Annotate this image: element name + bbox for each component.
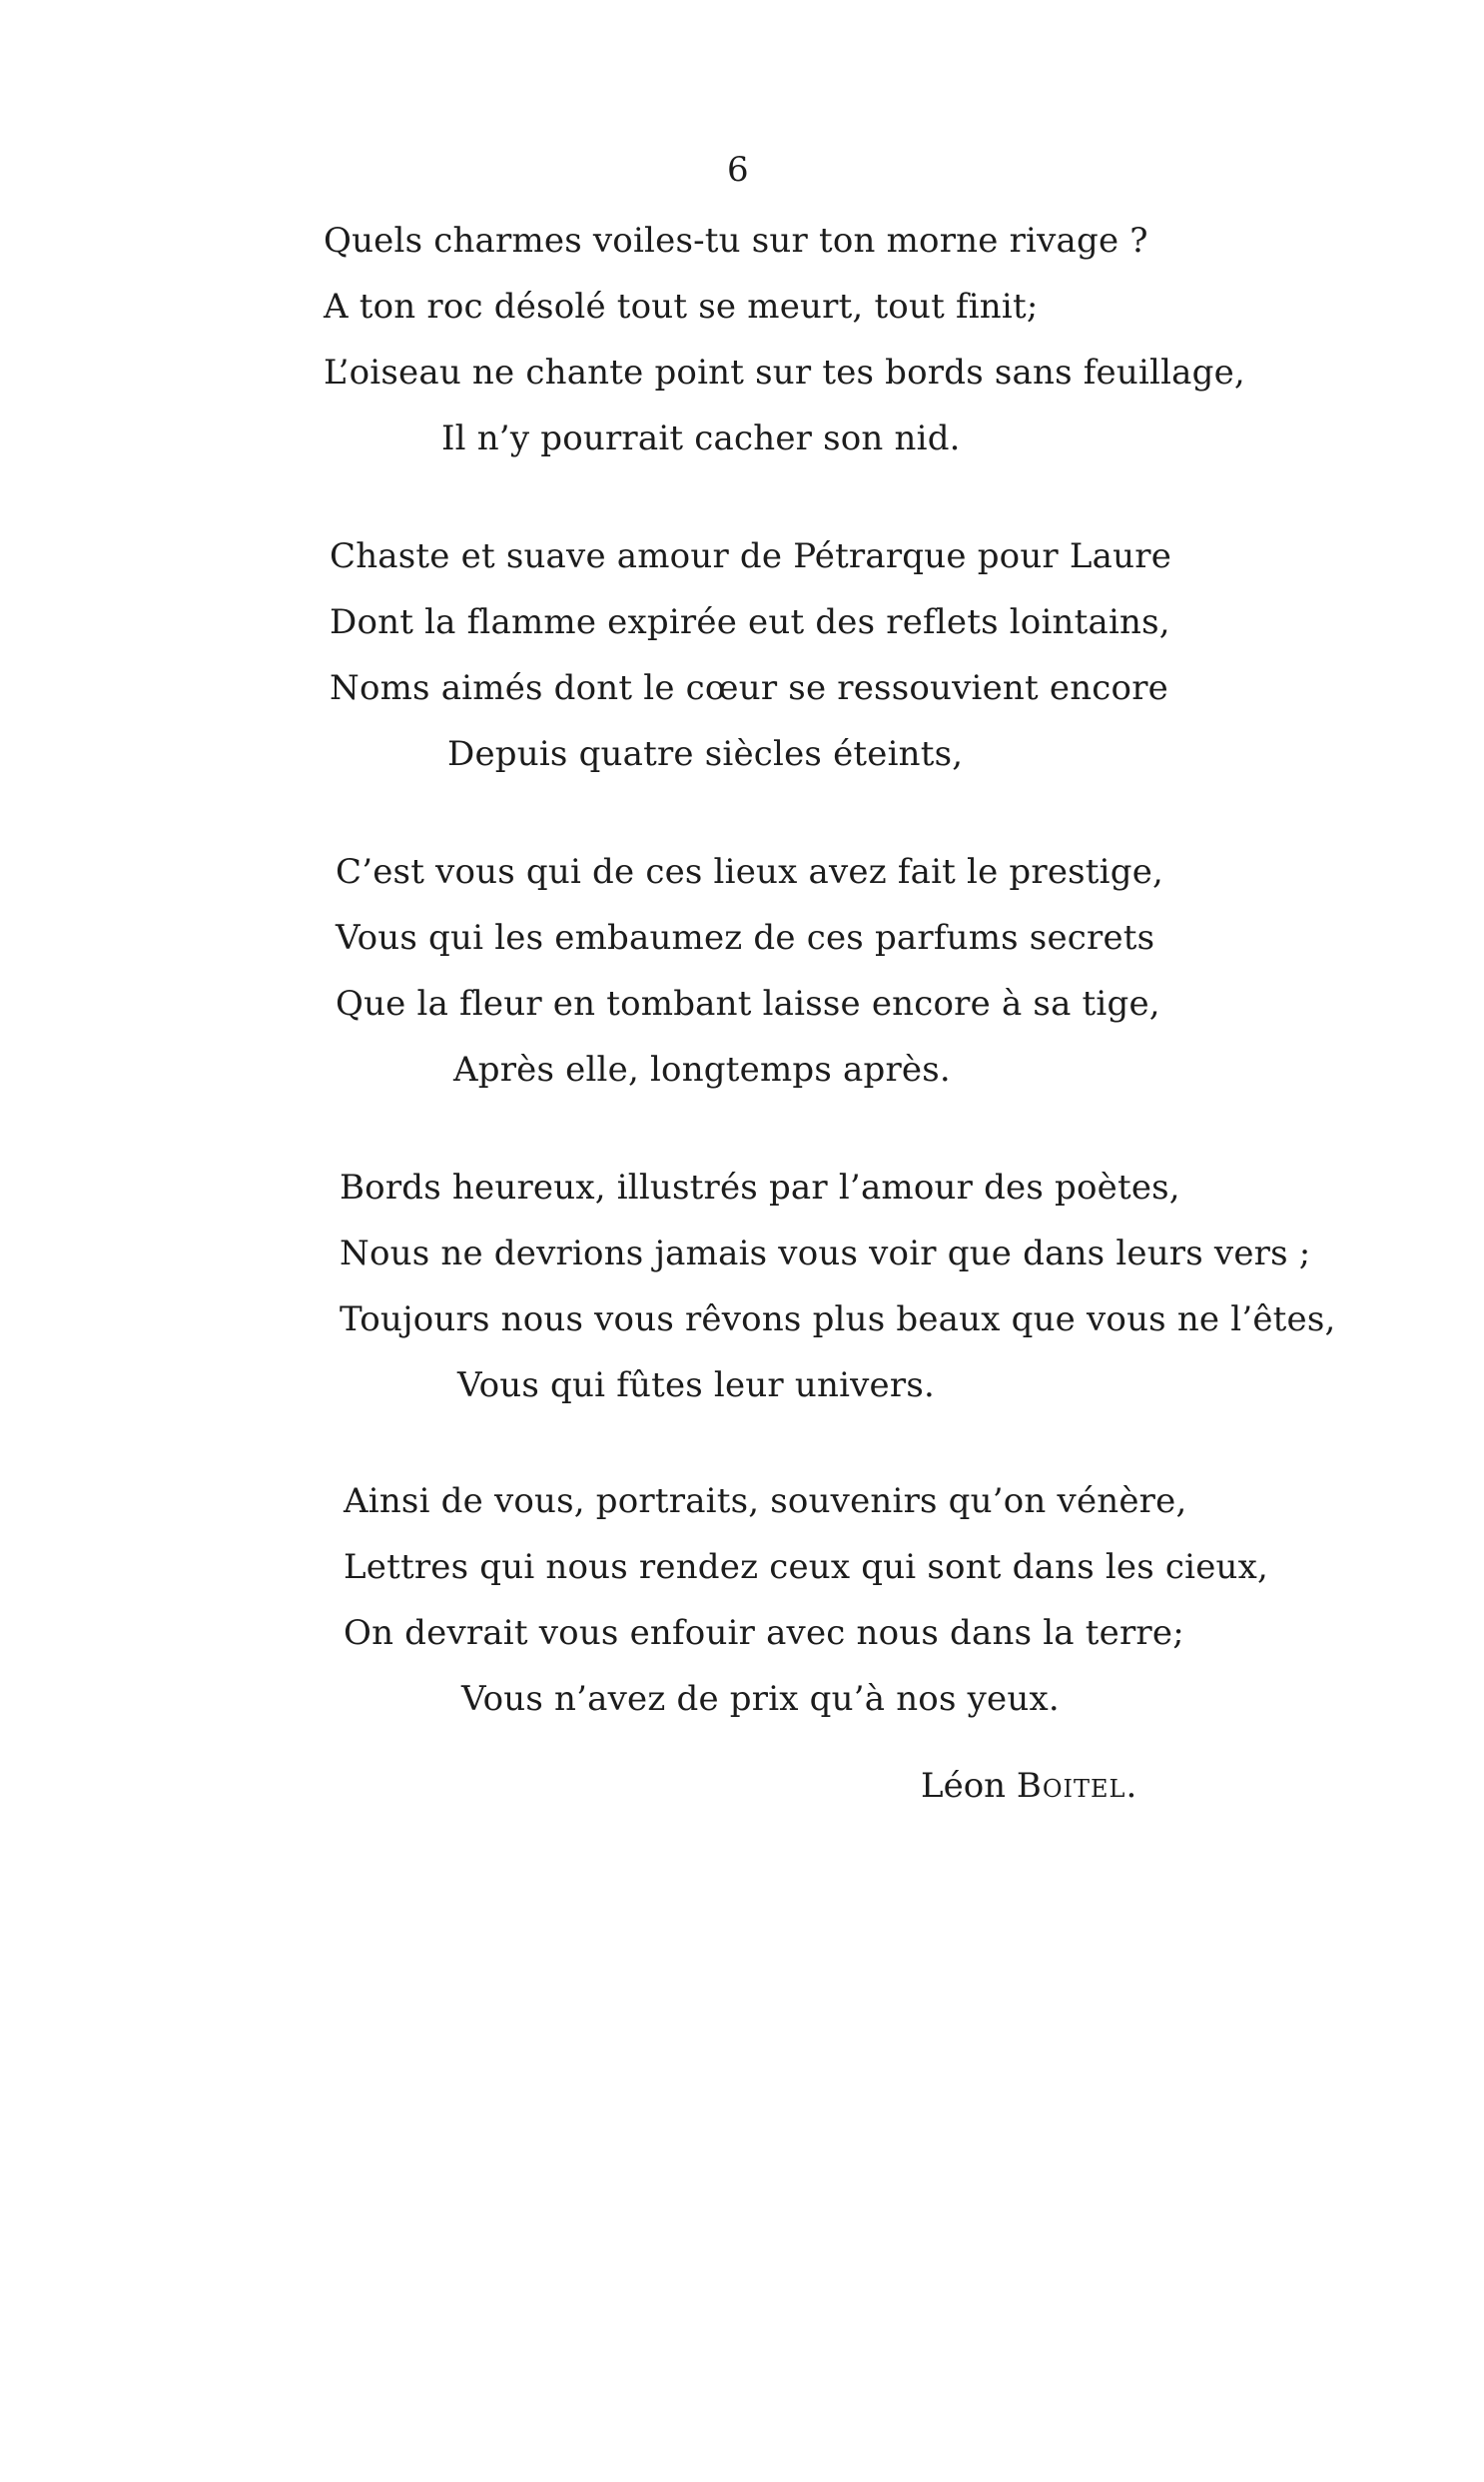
stanza bbox=[330, 523, 1328, 787]
verse-line: Dont la flamme expirée eut des reflets lointains, bbox=[330, 602, 1170, 642]
verse-line: Lettres qui nous rendez ceux qui sont dans les cieux, bbox=[344, 1547, 1269, 1587]
verse-line-indented: Depuis quatre siècles éteints, bbox=[447, 734, 964, 774]
author-surname: Boitel. bbox=[1016, 1766, 1138, 1806]
verse-line: On devrait vous enfouir avec nous dans la terre; bbox=[344, 1613, 1184, 1653]
verse-line: C’est vous qui de ces lieux avez fait le prestige, bbox=[336, 852, 1164, 892]
stanza bbox=[336, 839, 1334, 1103]
verse-line: A ton roc désolé tout se meurt, tout finit; bbox=[324, 287, 1039, 327]
stanza bbox=[340, 1155, 1338, 1418]
page-number: 6 bbox=[727, 150, 749, 190]
verse-line-indented: Il n’y pourrait cacher son nid. bbox=[441, 418, 961, 458]
author-first-name: Léon bbox=[921, 1766, 1007, 1806]
stanza bbox=[344, 1468, 1342, 1732]
verse-line: Vous qui les embaumez de ces parfums secrets bbox=[336, 918, 1155, 958]
stanza bbox=[324, 208, 1322, 471]
verse-line: L’oiseau ne chante point sur tes bords sans feuillage, bbox=[324, 353, 1245, 393]
verse-line-indented: Vous qui fûtes leur univers. bbox=[457, 1365, 935, 1405]
verse-line: Quels charmes voiles-tu sur ton morne rivage ? bbox=[324, 221, 1148, 261]
verse-line-indented: Après elle, longtemps après. bbox=[453, 1050, 951, 1090]
verse-line: Ainsi de vous, portraits, souvenirs qu’on vénère, bbox=[344, 1481, 1187, 1521]
verse-line: Que la fleur en tombant laisse encore à sa tige, bbox=[336, 984, 1160, 1024]
verse-line-indented: Vous n’avez de prix qu’à nos yeux. bbox=[461, 1679, 1060, 1719]
verse-line: Nous ne devrions jamais vous voir que dans leurs vers ; bbox=[340, 1234, 1311, 1273]
verse-line: Chaste et suave amour de Pétrarque pour Laure bbox=[330, 536, 1172, 576]
verse-line: Toujours nous vous rêvons plus beaux que vous ne l’êtes, bbox=[340, 1299, 1336, 1339]
verse-line: Bords heureux, illustrés par l’amour des poètes, bbox=[340, 1168, 1180, 1208]
author-signature bbox=[921, 1766, 1137, 1806]
verse-line: Noms aimés dont le cœur se ressouvient encore bbox=[330, 668, 1168, 708]
